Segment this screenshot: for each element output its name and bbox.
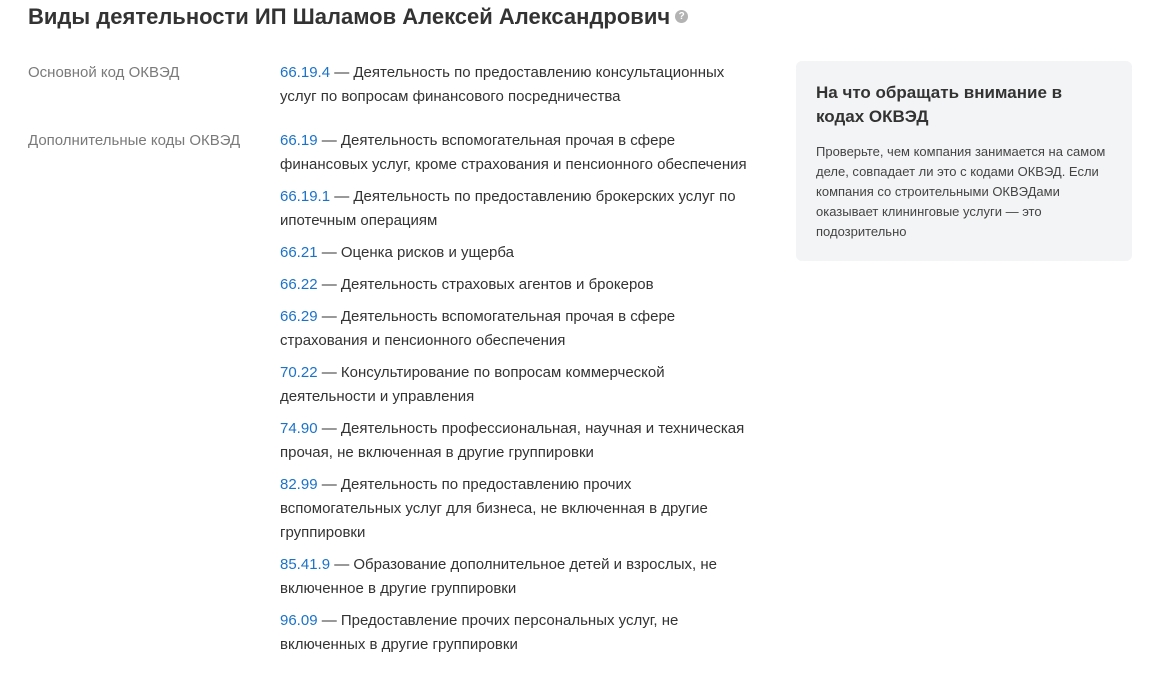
okved-code-link[interactable]: 66.29 — [280, 308, 318, 325]
okved-description: Деятельность профессиональная, научная и техническая прочая, не включенная в другие группировки — [280, 420, 745, 461]
okved-description: Деятельность по предоставлению брокерских услуг по ипотечным операциям — [280, 188, 736, 229]
okved-item — [280, 417, 750, 465]
okved-code-link[interactable]: 82.99 — [280, 476, 318, 493]
okved-section — [28, 61, 758, 665]
page-title-text: Виды деятельности ИП Шаламов Алексей Александрович — [28, 4, 671, 29]
okved-separator: — — [321, 612, 337, 629]
okved-separator: — — [321, 364, 337, 381]
okved-code-link[interactable]: 70.22 — [280, 364, 318, 381]
okved-additional-group — [28, 129, 758, 665]
okved-item — [280, 185, 750, 233]
okved-item — [280, 61, 750, 109]
additional-okved-list — [280, 129, 750, 665]
okved-code-link[interactable]: 85.41.9 — [280, 556, 331, 573]
okved-item — [280, 305, 750, 353]
okved-separator: — — [334, 188, 350, 205]
okved-separator: — — [321, 420, 337, 437]
main-okved-list — [280, 61, 750, 109]
okved-code-link[interactable]: 66.19.4 — [280, 64, 331, 81]
okved-separator: — — [321, 244, 337, 261]
okved-main-group — [28, 61, 758, 109]
okved-item — [280, 473, 750, 545]
okved-separator: — — [321, 476, 337, 493]
okved-description: Консультирование по вопросам коммерческой деятельности и управления — [280, 364, 665, 405]
help-icon[interactable]: ? — [675, 10, 688, 23]
okved-code-link[interactable]: 96.09 — [280, 612, 318, 629]
info-title: На что обращать внимание в кодах ОКВЭД — [816, 83, 1063, 126]
okved-item — [280, 241, 750, 265]
main-okved-label: Основной код ОКВЭД — [28, 64, 180, 81]
okved-description: Деятельность вспомогательная прочая в сфере страхования и пенсионного обеспечения — [280, 308, 676, 349]
page-title — [28, 3, 688, 31]
okved-description: Деятельность страховых агентов и брокеров — [340, 276, 654, 293]
okved-description: Деятельность по предоставлению прочих вспомогательных услуг для бизнеса, не включенная в другие группировки — [280, 476, 708, 541]
okved-item — [280, 361, 750, 409]
okved-separator: — — [334, 64, 350, 81]
info-text: Проверьте, чем компания занимается на самом деле, совпадает ли это с кодами ОКВЭД. Если компания со строительными ОКВЭДами оказывает клининговые услуги — это подозрительно — [816, 144, 1106, 239]
okved-code-link[interactable]: 66.19 — [280, 132, 318, 149]
okved-code-link[interactable]: 66.22 — [280, 276, 318, 293]
okved-separator: — — [321, 132, 337, 149]
okved-code-link[interactable]: 66.19.1 — [280, 188, 331, 205]
okved-description: Предоставление прочих персональных услуг, не включенных в другие группировки — [280, 612, 679, 653]
okved-description: Деятельность по предоставлению консультационных услуг по вопросам финансового посредничества — [280, 64, 725, 105]
okved-code-link[interactable]: 66.21 — [280, 244, 318, 261]
okved-description: Образование дополнительное детей и взрослых, не включенное в другие группировки — [280, 556, 718, 597]
okved-separator: — — [321, 276, 337, 293]
okved-item — [280, 553, 750, 601]
okved-item — [280, 129, 750, 177]
okved-item — [280, 273, 750, 297]
okved-separator: — — [334, 556, 350, 573]
okved-description: Деятельность вспомогательная прочая в сфере финансовых услуг, кроме страхования и пенсионного обеспечения — [280, 132, 747, 173]
okved-item — [280, 609, 750, 657]
okved-code-link[interactable]: 74.90 — [280, 420, 318, 437]
okved-separator: — — [321, 308, 337, 325]
info-box — [796, 61, 1132, 261]
additional-okved-label: Дополнительные коды ОКВЭД — [28, 132, 241, 149]
okved-description: Оценка рисков и ущерба — [340, 244, 514, 261]
